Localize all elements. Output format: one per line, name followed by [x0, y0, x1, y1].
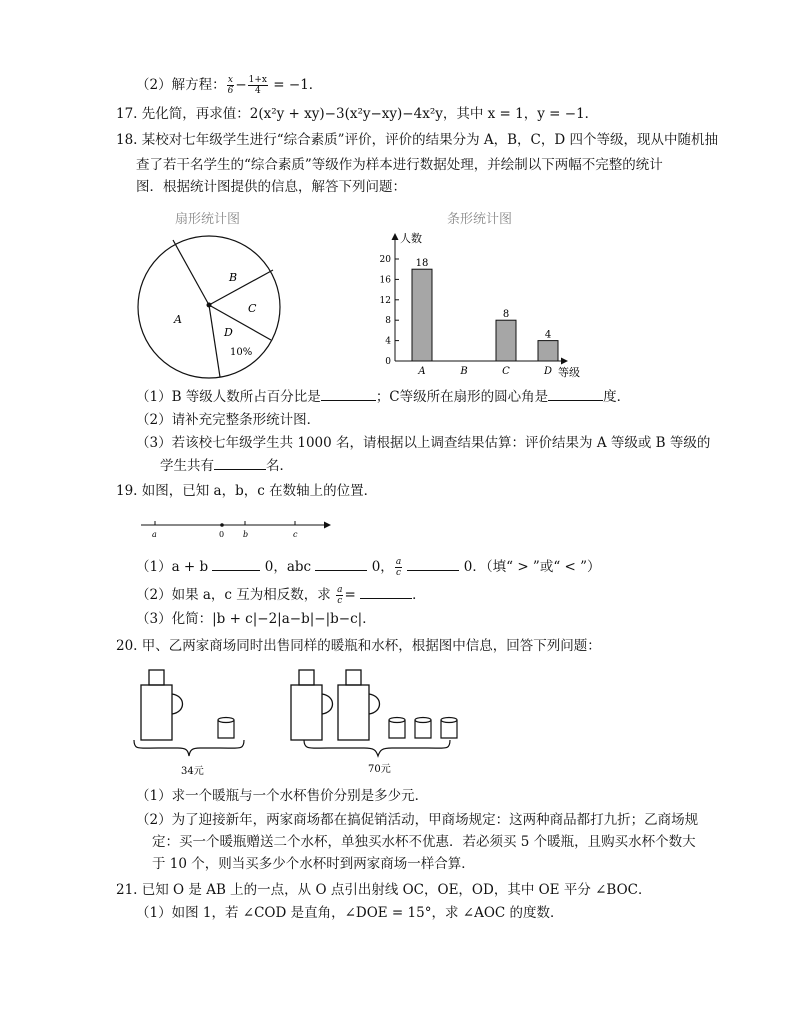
x-category-label: A	[418, 366, 426, 377]
q20-part2-line2: 定：买一个暖瓶赠送二个水杯，单独买水杯不优惠．若必须买 5 个暖瓶，且购买水杯个数大	[152, 834, 696, 850]
pie-chart	[130, 228, 290, 388]
q18-line2: 查了若干名学生的“综合素质”等级作为样本进行数据处理，并绘制以下两幅不完整的统计	[136, 157, 663, 173]
y-tick-label: 20	[379, 255, 391, 265]
label-zero: 0	[219, 530, 225, 539]
bar-value-label: 18	[415, 258, 429, 270]
bar-value-label: 8	[502, 309, 510, 321]
x-category-label: B	[460, 366, 468, 377]
q19-part3: （3）化简：|b + c|−2|a−b|−|b−c|．	[136, 611, 376, 627]
brace-left	[134, 740, 244, 756]
pie-label-b: B	[229, 271, 238, 284]
q18-line1: 18. 某校对七年级学生进行“综合素质”评价，评价的结果分为 A，B，C，D 四个等级，现从中随机抽	[116, 132, 718, 148]
pie-chart-title: 扇形统计图	[175, 212, 241, 227]
q17-text: 17. 先化简，再求值：2(x²y + xy)−3(x²y−xy)−4x²y，其中 x = 1，y = −1．	[116, 106, 599, 122]
answer-blank[interactable]	[315, 556, 367, 571]
q20-part1: （1）求一个暖瓶与一个水杯售价分别是多少元．	[136, 788, 429, 804]
q18-part3-line2: 学生共有 名．	[160, 455, 293, 476]
fraction: $\frac{1+x}{4}$	[248, 75, 267, 96]
y-tick-label: 4	[385, 336, 391, 347]
q21-part1: （1）如图 1，若 ∠COD 是直角，∠DOE = 15°，求 ∠AOC 的度数．	[136, 905, 564, 921]
brace-right	[304, 740, 450, 756]
thermos-icon	[338, 670, 380, 740]
cup-icon	[389, 718, 405, 739]
y-tick-label: 12	[379, 295, 391, 306]
y-tick-label: 16	[379, 275, 391, 286]
q21-title: 21. 已知 O 是 AB 上的一点，从 O 点引出射线 OC，OE，OD，其中 OE 平分 ∠BOC．	[116, 882, 652, 898]
answer-blank[interactable]	[360, 584, 412, 599]
answer-blank[interactable]	[548, 386, 603, 401]
thermos-icon	[141, 670, 183, 740]
bar-chart-title: 条形统计图	[447, 212, 513, 227]
fraction: $\frac{x}{6}$	[227, 75, 234, 96]
bar-c	[496, 320, 516, 361]
q19-title: 19. 如图，已知 a，b，c 在数轴上的位置．	[116, 483, 378, 499]
fraction: $\frac{a}{c}$	[337, 585, 343, 606]
q18-line3: 图．根据统计图提供的信息，解答下列问题：	[136, 179, 406, 195]
q20-part2-line3: 于 10 个，则当买多少个水杯时到两家商场一样合算．	[152, 856, 475, 872]
point-zero	[220, 523, 224, 527]
pie-center	[207, 303, 212, 308]
label-b: b	[243, 530, 249, 539]
bar-a	[412, 269, 432, 361]
bar-value-label: 4	[544, 329, 552, 341]
y-tick-label: 0	[385, 357, 391, 367]
q20-title: 20. 甲、乙两家商场同时出售同样的暖瓶和水杯，根据图中信息，回答下列问题：	[116, 638, 601, 654]
answer-blank[interactable]	[214, 455, 266, 470]
pie-label-c: C	[248, 302, 257, 315]
cup-icon	[415, 718, 431, 739]
q16-part2: （2）解方程： $\frac{x}{6}$ − $\frac{1+x}{4}$ = −1．	[136, 75, 323, 96]
price-70: 70元	[368, 764, 391, 775]
thermos-icon	[291, 670, 333, 740]
cup-icon	[441, 718, 457, 739]
pie-divider-b-c	[209, 270, 273, 305]
q20-part2-line1: （2）为了迎接新年，两家商场都在搞促销活动，甲商场规定：这两种商品都打九折；乙商场规	[136, 812, 699, 828]
q19-part1: （1）a + b 0，abc 0， $\frac{a}{c}$ 0．（填“ > ”或“ < ”）	[136, 557, 601, 578]
pie-label-d-percent: 10%	[230, 347, 253, 358]
x-category-label: C	[502, 366, 510, 377]
pie-label-d: D	[224, 326, 233, 339]
pie-label-a: A	[174, 313, 182, 326]
label-a: a	[152, 530, 157, 539]
x-category-label: D	[543, 366, 553, 377]
bar-chart	[360, 226, 600, 384]
answer-blank[interactable]	[212, 556, 260, 571]
x-axis-label: 等级	[558, 366, 580, 379]
answer-blank[interactable]	[407, 556, 459, 571]
cup-icon	[218, 718, 234, 739]
q18-part2: （2）请补充完整条形统计图．	[136, 412, 321, 428]
pie-divider-d-a	[209, 305, 220, 377]
number-line	[138, 516, 338, 542]
label-c: c	[293, 530, 298, 539]
bar-d	[538, 341, 558, 361]
fraction: $\frac{a}{c}$	[395, 557, 402, 578]
answer-blank[interactable]	[321, 386, 376, 401]
q19-part2: （2）如果 a，c 互为相反数，求 $\frac{a}{c}$ = ．	[136, 585, 426, 606]
q20-figure	[128, 668, 478, 783]
pie-divider-c-d	[209, 305, 271, 340]
pie-divider-a-b	[173, 240, 209, 305]
price-34: 34元	[181, 766, 204, 777]
q18-part3-line1: （3）若该校七年级学生共 1000 名，请根据以上调查结果估算：评价结果为 A 等级或 B 等级的	[136, 435, 711, 451]
q18-part1: （1）B 等级人数所占百分比是 ；C等级所在扇形的圆心角是 度．	[136, 386, 630, 407]
y-axis-label: 人数	[400, 232, 422, 245]
y-tick-label: 8	[385, 316, 391, 327]
